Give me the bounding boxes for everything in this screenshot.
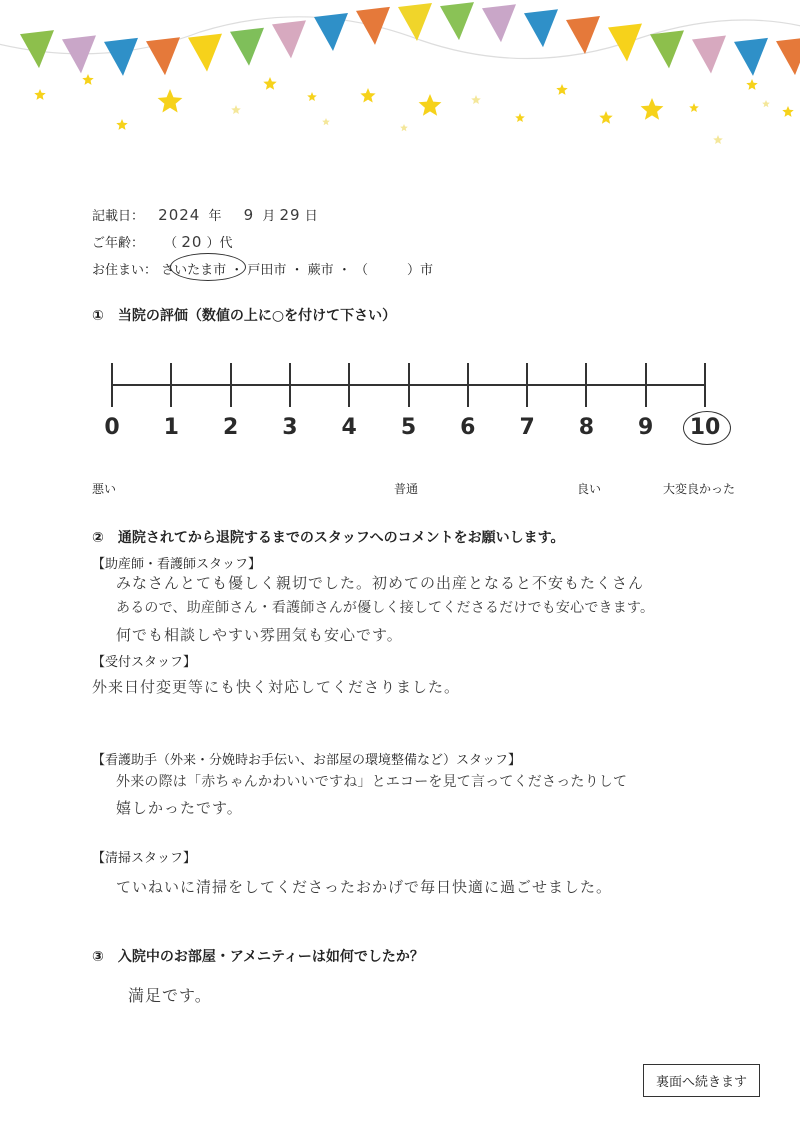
scale-number-0: 0 — [104, 415, 120, 440]
star-icon — [34, 89, 45, 100]
scale-tick — [585, 363, 587, 407]
bunting-flag — [608, 24, 642, 62]
star-icon — [263, 77, 276, 90]
star-icon — [360, 88, 375, 103]
cleaning-heading: 【清掃スタッフ】 — [92, 851, 197, 866]
reception-comment-line1: 外来日付変更等にも快く対応してくださりました。 — [92, 678, 461, 696]
bunting-flag — [398, 3, 432, 41]
star-icon — [556, 84, 567, 95]
scale-number-4: 4 — [341, 415, 357, 440]
rating-scale — [0, 355, 800, 445]
scale-number-8: 8 — [578, 415, 595, 440]
residence-options: さいたま市 ・ 戸田市 ・ 蕨市 ・ （ ）市 — [161, 263, 433, 278]
bunting-flag — [692, 35, 726, 73]
bunting-flag — [524, 9, 558, 47]
residence-row — [92, 259, 433, 278]
bunting-flag — [650, 30, 684, 68]
scale-tick — [170, 363, 172, 407]
year-unit: 年 — [208, 209, 222, 224]
star-icon — [689, 103, 699, 112]
header-decoration — [0, 0, 800, 150]
star-icon — [641, 98, 664, 120]
scale-number-6: 6 — [460, 415, 476, 440]
bunting-flag — [146, 37, 180, 75]
scale-number-2: 2 — [222, 415, 239, 440]
scale-tick — [348, 363, 350, 407]
star-icon — [782, 106, 793, 117]
star-icon — [599, 111, 612, 124]
label-normal: 普通 — [394, 482, 419, 496]
bunting-flag — [230, 28, 264, 66]
star-icon — [515, 113, 525, 122]
star-icon — [231, 105, 241, 114]
scale-tick — [645, 363, 647, 407]
bunting-flag — [440, 2, 474, 40]
scale-number-10: 10 — [689, 415, 721, 440]
midwife-heading: 【助産師・看護師スタッフ】 — [92, 557, 262, 572]
star-icon — [116, 119, 127, 130]
star-icon — [713, 135, 723, 144]
bunting-flag — [314, 13, 348, 51]
continue-on-back-box: 裏面へ続きます — [643, 1064, 760, 1097]
bunting-flag — [776, 37, 800, 75]
star-icon — [82, 74, 93, 85]
scale-tick — [230, 363, 232, 407]
age-open: （ — [164, 236, 178, 251]
date-month: 9 — [243, 206, 255, 224]
date-year: 2024 — [158, 206, 201, 224]
scale-tick — [704, 363, 706, 407]
age-row — [92, 232, 233, 251]
star-icon — [158, 89, 183, 113]
star-icon — [400, 124, 408, 131]
bunting-flag — [734, 38, 768, 76]
midwife-comment-line1: みなさんとても優しく親切でした。初めての出産となると不安もたくさん — [116, 574, 645, 592]
residence-label: お住まい： — [92, 263, 158, 278]
label-best: 大変良かった — [663, 482, 736, 496]
residence-selection-circle — [170, 253, 246, 281]
star-icon — [419, 94, 442, 116]
midwife-comment-line2: あるので、助産師さん・看護師さんが優しく接してくださるだけでも安心できます。 — [116, 600, 655, 616]
cleaning-comment-line1: ていねいに清掃をしてくださったおかげで毎日快適に過ごせました。 — [116, 878, 613, 896]
day-unit: 日 — [304, 209, 318, 224]
section2-title: ② 通院されてから退院するまでのスタッフへのコメントをお願いします。 — [92, 530, 565, 546]
star-icon — [471, 95, 481, 104]
scale-tick — [111, 363, 113, 407]
bunting-flag — [356, 7, 390, 45]
record-date-row — [92, 205, 318, 224]
age-value: 20 — [181, 233, 203, 251]
bunting-flag — [566, 16, 600, 54]
scale-tick — [289, 363, 291, 407]
scale-tick — [526, 363, 528, 407]
rating-selection-circle — [683, 411, 731, 445]
scale-number-3: 3 — [282, 415, 298, 440]
assistant-heading: 【看護助手（外来・分娩時お手伝い、お部屋の環境整備など）スタッフ】 — [92, 753, 522, 768]
date-day: 29 — [279, 206, 301, 224]
assistant-comment-line2: 嬉しかったです。 — [116, 799, 243, 817]
age-close: ）代 — [206, 236, 233, 251]
label-bad: 悪い — [92, 482, 117, 496]
bunting-banner — [0, 0, 800, 150]
assistant-comment-line1: 外来の際は「赤ちゃんかわいいですね」とエコーを見て言ってくださったりして — [116, 774, 628, 790]
bunting-flag — [272, 20, 306, 58]
scale-number-1: 1 — [163, 415, 179, 440]
label-good: 良い — [577, 482, 602, 496]
month-unit: 月 — [262, 209, 276, 224]
midwife-comment-line3: 何でも相談しやすい雰囲気も安心です。 — [116, 626, 403, 644]
section3-answer: 満足です。 — [128, 986, 212, 1005]
star-icon — [322, 118, 330, 125]
scale-number-9: 9 — [638, 415, 654, 440]
section3-title: ③ 入院中のお部屋・アメニティーは如何でしたか？ — [92, 949, 424, 965]
bunting-flag — [188, 34, 222, 72]
date-label: 記載日： — [92, 209, 145, 224]
scale-number-7: 7 — [519, 415, 535, 440]
star-icon — [307, 92, 317, 101]
star-icon — [746, 79, 757, 90]
bunting-flag — [482, 4, 516, 42]
scale-tick — [467, 363, 469, 407]
scale-number-5: 5 — [400, 415, 417, 440]
age-label: ご年齢： — [92, 236, 145, 251]
section1-title: ① 当院の評価（数値の上に○を付けて下さい） — [92, 308, 397, 324]
scale-tick — [408, 363, 410, 407]
bunting-flag — [104, 38, 138, 76]
reception-heading: 【受付スタッフ】 — [92, 655, 197, 670]
star-icon — [762, 100, 770, 107]
